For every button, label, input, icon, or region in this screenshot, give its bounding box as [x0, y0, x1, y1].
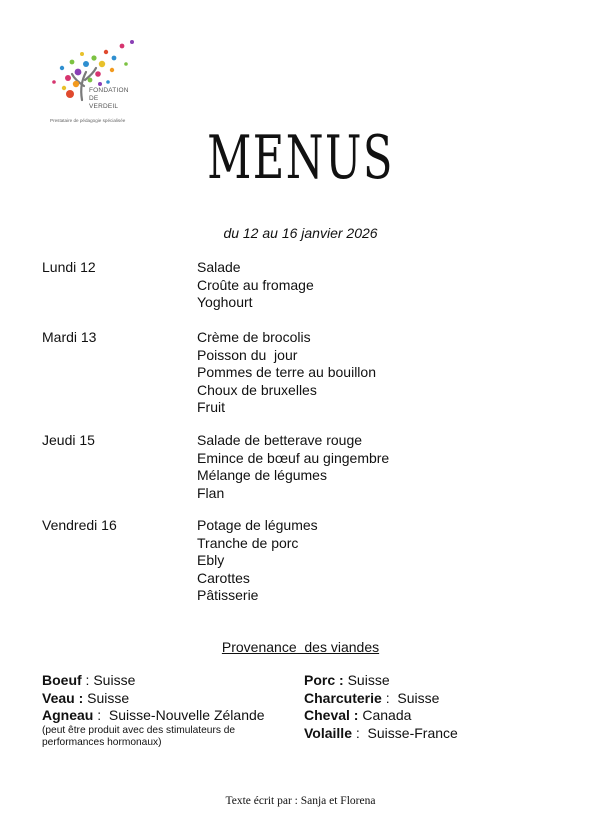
- separator: :: [81, 672, 94, 688]
- meat-name: Charcuterie: [304, 689, 382, 706]
- meat-origin: Suisse: [347, 672, 390, 688]
- day-label-lundi: Lundi 12: [42, 259, 96, 275]
- meat-origin: Suisse: [93, 672, 136, 688]
- provenance-row: [304, 690, 458, 708]
- separator: :: [93, 707, 109, 723]
- dish: Yoghourt: [197, 294, 253, 310]
- provenance-row: [42, 707, 265, 725]
- provenance-row: [304, 725, 458, 743]
- provenance-right: [304, 672, 458, 742]
- dish: Carottes: [197, 569, 250, 586]
- dish: Ebly: [197, 552, 225, 568]
- meat-name: Veau :: [42, 689, 84, 706]
- dish: Pâtisserie: [197, 587, 259, 603]
- dish: Fruit: [197, 399, 225, 415]
- meat-origin: Canada: [362, 707, 412, 723]
- meat-name: Cheval :: [304, 707, 359, 723]
- provenance-left: [42, 672, 265, 749]
- meat-origin: Suisse: [397, 689, 440, 706]
- provenance-row: [42, 690, 265, 708]
- dish: Salade de betterave rouge: [197, 432, 363, 448]
- meat-origin: Suisse: [87, 689, 130, 706]
- dish: Pommes de terre au bouillon: [197, 364, 376, 380]
- dish: Poisson du jour: [197, 346, 298, 363]
- day-label-mardi: Mardi 13: [42, 329, 97, 345]
- separator: :: [381, 689, 398, 706]
- fondation-logo: [42, 38, 152, 128]
- day-dishes-mardi: [197, 329, 376, 417]
- note-line: performances hormonaux): [42, 736, 162, 748]
- day-label-vendredi: Vendredi 16: [42, 517, 117, 533]
- dish: Croûte au fromage: [197, 276, 314, 293]
- provenance-row: [304, 672, 458, 690]
- page-title: MENUS: [207, 123, 394, 193]
- day-label-jeudi: Jeudi 15: [42, 432, 95, 448]
- dish: Potage de légumes: [197, 517, 318, 533]
- meat-name: Boeuf: [42, 672, 82, 688]
- logo-name: [89, 87, 129, 111]
- logo-line-2: DE: [89, 95, 99, 102]
- day-dishes-jeudi: [197, 432, 389, 502]
- provenance-row: [304, 707, 458, 725]
- meat-origin: Suisse-Nouvelle Zélande: [108, 707, 265, 723]
- day-dishes-vendredi: [197, 517, 318, 605]
- provenance-title: Provenance des viandes: [221, 639, 380, 655]
- logo-line-3: VERDEIL: [89, 103, 119, 110]
- provenance-row: [42, 672, 265, 690]
- note-line: (peut être produit avec des stimulateurs de: [42, 724, 236, 736]
- meat-name: Porc :: [304, 672, 344, 688]
- hormone-note: [42, 725, 265, 749]
- dish: Tranche de porc: [197, 534, 299, 551]
- dish: Crème de brocolis: [197, 329, 311, 345]
- dish: Emince de bœuf au gingembre: [197, 449, 390, 466]
- author-footer: Texte écrit par : Sanja et Florena: [225, 795, 376, 807]
- provenance-heading: [0, 639, 601, 655]
- week-date: du 12 au 16 janvier 2026: [223, 225, 378, 241]
- logo-line-1: FONDATION: [89, 87, 129, 94]
- meat-origin: Suisse-France: [367, 724, 458, 741]
- dish: Flan: [197, 484, 225, 501]
- day-dishes-lundi: [197, 259, 314, 312]
- separator: :: [351, 724, 368, 741]
- meat-name: Agneau: [42, 707, 94, 723]
- dish: Choux de bruxelles: [197, 381, 317, 398]
- dish: Mélange de légumes: [197, 467, 327, 483]
- logo-tagline: Prestataire de pédagogie spécialisée: [50, 118, 126, 123]
- tree-logo-icon: [42, 38, 152, 128]
- meat-name: Volaille: [304, 724, 352, 741]
- dish: Salade: [197, 259, 241, 275]
